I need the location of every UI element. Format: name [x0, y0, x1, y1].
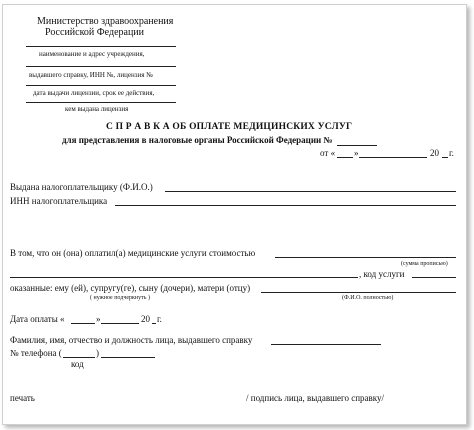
date-mid: » [354, 148, 359, 158]
certificate-document [2, 4, 467, 425]
header-caption-3: дата выдачи лицензии, срок ее действия, [33, 89, 155, 97]
service-code-label: , код услуги [359, 269, 405, 279]
date-suffix: г. [449, 148, 454, 158]
sum-words-line [10, 277, 358, 278]
paid-text: В том, что он (она) оплатил(а) медицинские услуги стоимостью [10, 248, 256, 258]
phone-prefix: № телефона ( [10, 348, 62, 358]
header-caption-1: наименование и адрес учреждения, [39, 50, 145, 58]
pay-date-day-line [71, 323, 95, 324]
inn-line [115, 205, 456, 206]
service-code-line [412, 277, 456, 278]
pay-date-month-line [101, 323, 139, 324]
header-rule-2 [26, 66, 176, 67]
phone-mid: ) [96, 348, 99, 358]
signature-label: / подпись лица, выдавшего справку/ [246, 393, 385, 403]
document-subtitle: для представления в налоговые органы Российской Федерации № [62, 135, 333, 145]
header-caption-2: выдавшего справку, ИНН №, лицензия № [29, 71, 153, 79]
header-rule-4 [26, 102, 176, 103]
date-year: 20 [430, 148, 439, 158]
ministry-line-1: Министерство здравоохранения [37, 16, 174, 27]
header-rule-1 [26, 46, 176, 47]
issuer-line [271, 344, 381, 345]
issuer-label: Фамилия, имя, отчество и должность лица, выдавшего справку [10, 335, 253, 345]
code-label: код [71, 359, 84, 369]
header-rule-3 [26, 85, 176, 86]
date-month-line [359, 157, 427, 158]
sum-words-caption: (сумма прописью) [401, 261, 448, 267]
pay-date-year: 20 [141, 314, 150, 324]
header-caption-4: кем выдана лицензия [65, 105, 129, 113]
underline-note: ( нужное подчеркнуть ) [90, 295, 150, 301]
inn-label: ИНН налогоплательщика [10, 196, 108, 206]
provided-to-line [261, 292, 456, 293]
fio-full-caption: (Ф.И.О. полностью) [342, 295, 394, 301]
issued-to-line [165, 191, 456, 192]
certificate-number-line [337, 145, 377, 146]
pay-date-mid: » [96, 314, 101, 324]
date-prefix: от « [320, 148, 336, 158]
cost-line [275, 257, 456, 258]
phone-code-line [63, 357, 95, 358]
ministry-line-2: Российской Федерации [45, 27, 145, 38]
phone-number-line [101, 357, 155, 358]
document-title: С П Р А В К А ОБ ОПЛАТЕ МЕДИЦИНСКИХ УСЛУГ [106, 122, 353, 132]
issued-to-label: Выдана налогоплательщику (Ф.И.О.) [10, 182, 153, 192]
pay-date-year-line [152, 323, 156, 324]
provided-to-label: оказанные: ему (ей), супругу(ге), сыну (дочери), матери (отцу) [10, 283, 251, 293]
seal-label: печать [10, 393, 35, 403]
pay-date-prefix: Дата оплаты « [10, 314, 65, 324]
pay-date-suffix: г. [157, 314, 162, 324]
date-year-line [442, 157, 448, 158]
date-day-line [337, 157, 353, 158]
